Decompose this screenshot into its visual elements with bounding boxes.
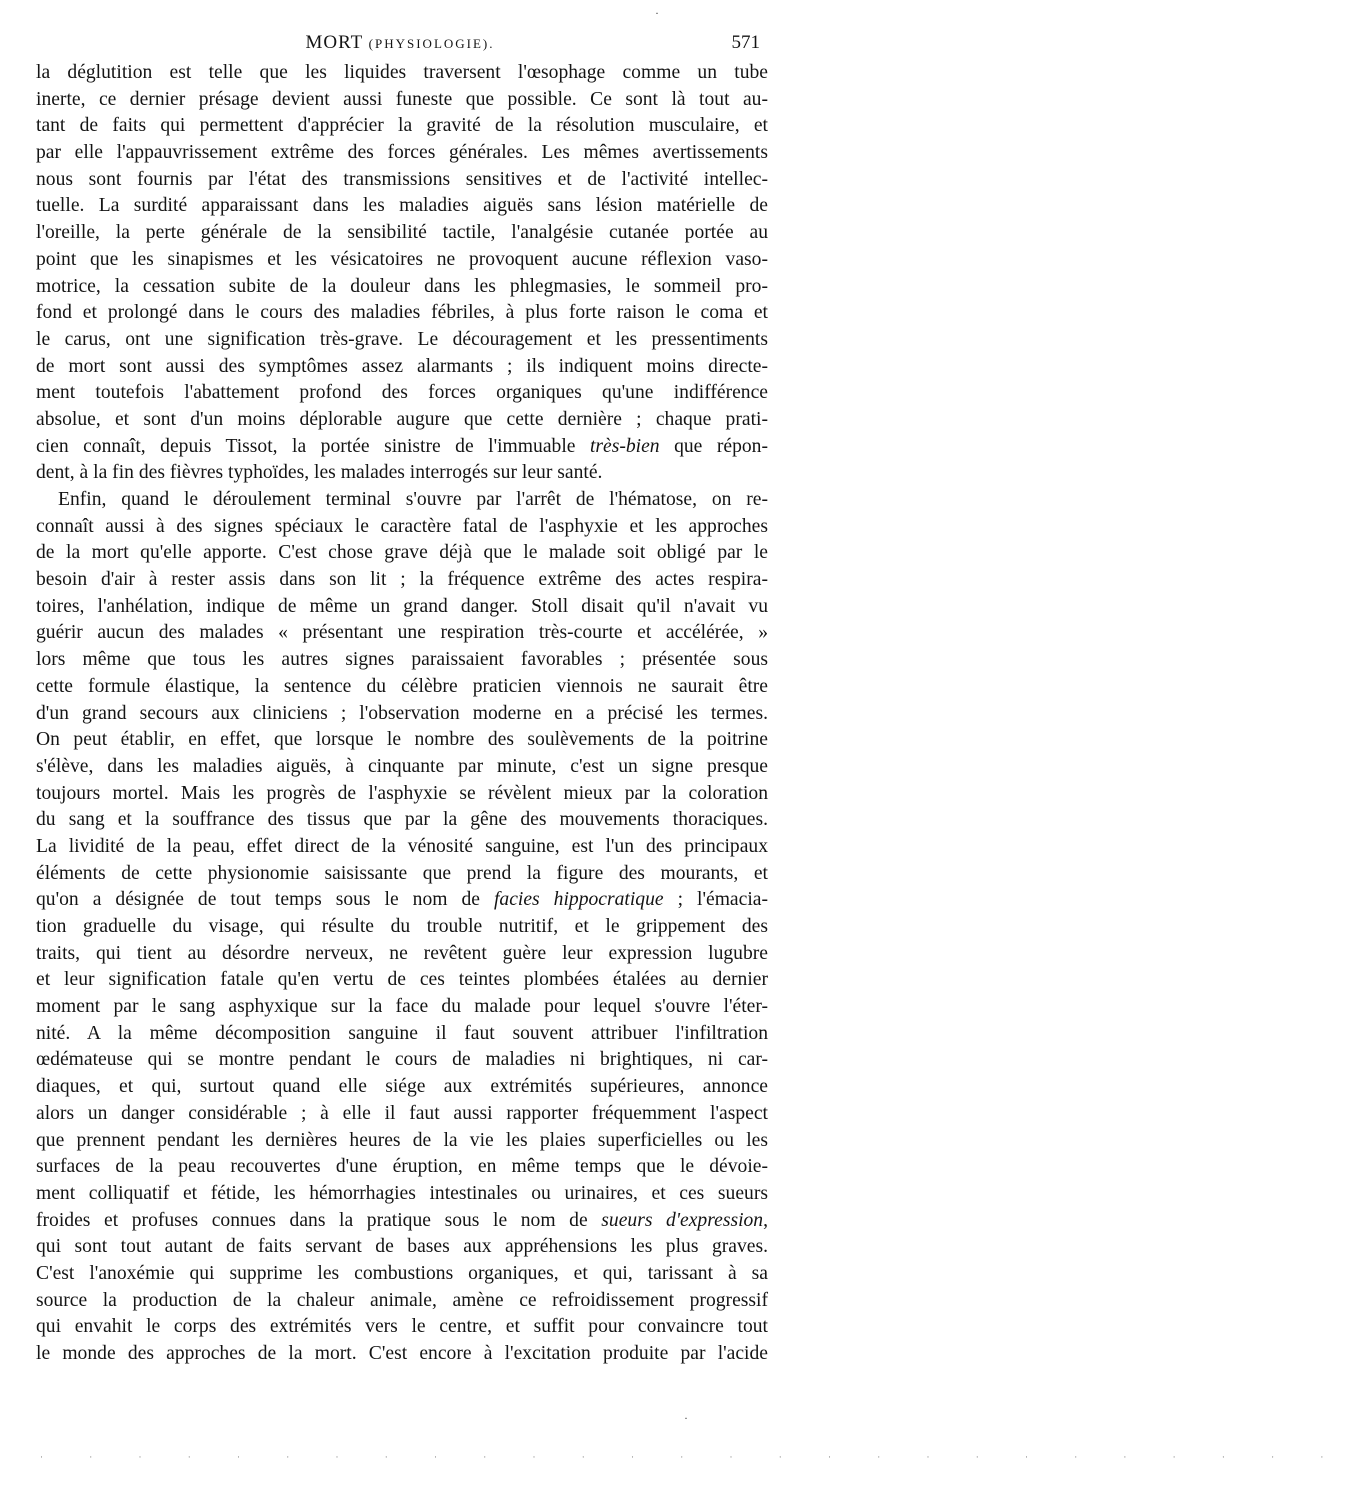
text-line: tion graduelle du visage, qui résulte du trouble nutritif, et le grippement des (36, 916, 768, 937)
text-line: lors même que tous les autres signes paraissaient favorables ; présentée sous (36, 649, 768, 671)
page-number: 571 (731, 32, 760, 53)
print-speck: · (684, 1411, 688, 1425)
text-line: qu'on a désignée de tout temps sous le nom de facies hippocratique ; l'émacia- (36, 889, 768, 911)
text-line: moment par le sang asphyxique sur la face du malade pour lequel s'ouvre l'éter- (36, 996, 768, 1018)
italic-phrase: facies hippocratique (493, 889, 664, 911)
running-title (36, 28, 764, 59)
text-line: source la production de la chaleur animale, amène ce refroidissement progressif (36, 1289, 768, 1311)
text-line: C'est l'anoxémie qui supprime les combustions organiques, et qui, tarissant à sa (36, 1262, 768, 1284)
text-line: qui envahit le corps des extrémités vers le centre, et suffit pour convaincre tout (36, 1316, 768, 1338)
text-line: point que les sinapismes et les vésicatoires ne provoquent aucune réflexion vaso- (36, 248, 768, 270)
text-line: La lividité de la peau, effet direct de la vénosité sanguine, est l'un des principaux (36, 835, 768, 857)
text-line: connaît aussi à des signes spéciaux le caractère fatal de l'asphyxie et les approches (36, 515, 768, 537)
text-line: par elle l'appauvrissement extrême des forces générales. Les mêmes avertissements (36, 142, 768, 164)
running-title-main: MORT (305, 32, 363, 53)
text-line: inerte, ce dernier présage devient aussi funeste que possible. Ce sont là tout au- (36, 88, 768, 110)
text-line: s'élève, dans les maladies aiguës, à cinquante par minute, c'est un signe presque (36, 755, 768, 777)
text-line: et leur signification fatale qu'en vertu de ces teintes plombées étalées au dernier (36, 969, 768, 991)
text-line: du sang et la souffrance des tissus que par la gêne des mouvements thoraciques. (36, 809, 768, 831)
text-line: dent, à la fin des fièvres typhoïdes, les malades interrogés sur leur santé. (36, 462, 603, 484)
running-header (36, 28, 764, 58)
text-line: de mort sont aussi des symptômes assez alarmants ; ils indiquent moins directe- (36, 355, 768, 377)
print-speck-row: · · · · · · · · · · · · · · · · · · · · · · · · · · · (40, 1452, 1345, 1462)
text-line: alors un danger considérable ; à elle il faut aussi rapporter fréquemment l'aspect (36, 1102, 768, 1124)
text-line: guérir aucun des malades « présentant une respiration très-courte et accélérée, » (36, 622, 768, 644)
text-line: d'un grand secours aux cliniciens ; l'observation moderne en a précisé les termes. (36, 702, 768, 724)
text-line: diaques, et qui, surtout quand elle siége aux extrémités supérieures, annonce (36, 1076, 768, 1098)
text-line: traits, qui tient au désordre nerveux, ne revêtent guère leur expression lugubre (36, 942, 768, 964)
text-line: absolue, et sont d'un moins déplorable augure que cette dernière ; chaque prati- (36, 408, 768, 430)
text-line: l'oreille, la perte générale de la sensibilité tactile, l'analgésie cutanée portée au (36, 222, 768, 244)
text-line: cette formule élastique, la sentence du célèbre praticien viennois ne saurait être (36, 675, 768, 697)
text-line: tant de faits qui permettent d'apprécier la gravité de la résolution musculaire, et (36, 115, 768, 137)
print-speck: · (655, 6, 659, 20)
text-line: le monde des approches de la mort. C'est encore à l'excitation produite par l'acide (36, 1343, 768, 1364)
text-line: tuelle. La surdité apparaissant dans les maladies aiguës sans lésion matérielle de (36, 195, 768, 217)
text-line: qui sont tout autant de faits servant de bases aux appréhensions les plus graves. (36, 1236, 768, 1258)
text-line: ment toutefois l'abattement profond des forces organiques qu'une indifférence (36, 382, 768, 404)
italic-phrase: sueurs d'expression (601, 1209, 764, 1231)
text-line: cien connaît, depuis Tissot, la portée sinistre de l'immuable très-bien que répon- (36, 435, 768, 457)
text-line: On peut établir, en effet, que lorsque le nombre des soulèvements de la poitrine (36, 729, 768, 751)
running-title-subtitle: (PHYSIOLOGIE). (368, 36, 495, 51)
text-line: éléments de cette physionomie saisissante que prend la figure des mourants, et (36, 862, 768, 884)
text-line: ment colliquatif et fétide, les hémorrhagies intestinales ou urinaires, et ces sueurs (36, 1182, 768, 1204)
italic-phrase: très-bien (589, 435, 660, 457)
text-line: toujours mortel. Mais les progrès de l'asphyxie se révèlent mieux par la coloration (36, 782, 768, 804)
text-line: que prennent pendant les dernières heures de la vie les plaies superficielles ou les (36, 1129, 768, 1151)
text-line: la déglutition est telle que les liquides traversent l'œsophage comme un tube (36, 62, 768, 83)
body-text (36, 60, 768, 1368)
text-line: froides et profuses connues dans la pratique sous le nom de sueurs d'expression, (36, 1209, 769, 1231)
text-line: fond et prolongé dans le cours des maladies fébriles, à plus forte raison le coma et (36, 302, 768, 324)
text-line: surfaces de la peau recouvertes d'une éruption, en même temps que le dévoie- (36, 1156, 768, 1178)
text-line: Enfin, quand le déroulement terminal s'ouvre par l'arrêt de l'hématose, on re- (58, 489, 768, 510)
text-line: besoin d'air à rester assis dans son lit ; la fréquence extrême des actes respira- (36, 569, 768, 591)
text-line: nous sont fournis par l'état des transmissions sensitives et de l'activité intellec- (36, 168, 768, 190)
text-line: nité. A la même décomposition sanguine il faut souvent attribuer l'infiltration (36, 1022, 768, 1044)
text-line: toires, l'anhélation, indique de même un grand danger. Stoll disait qu'il n'avait vu (36, 595, 768, 617)
text-line: œdémateuse qui se montre pendant le cours de maladies ni brightiques, ni car- (36, 1049, 768, 1071)
text-line: motrice, la cessation subite de la douleur dans les phlegmasies, le sommeil pro- (36, 275, 768, 297)
text-line: de la mort qu'elle apporte. C'est chose grave déjà que le malade soit obligé par le (36, 542, 768, 564)
text-line: le carus, ont une signification très-grave. Le découragement et les pressentiments (36, 328, 768, 350)
